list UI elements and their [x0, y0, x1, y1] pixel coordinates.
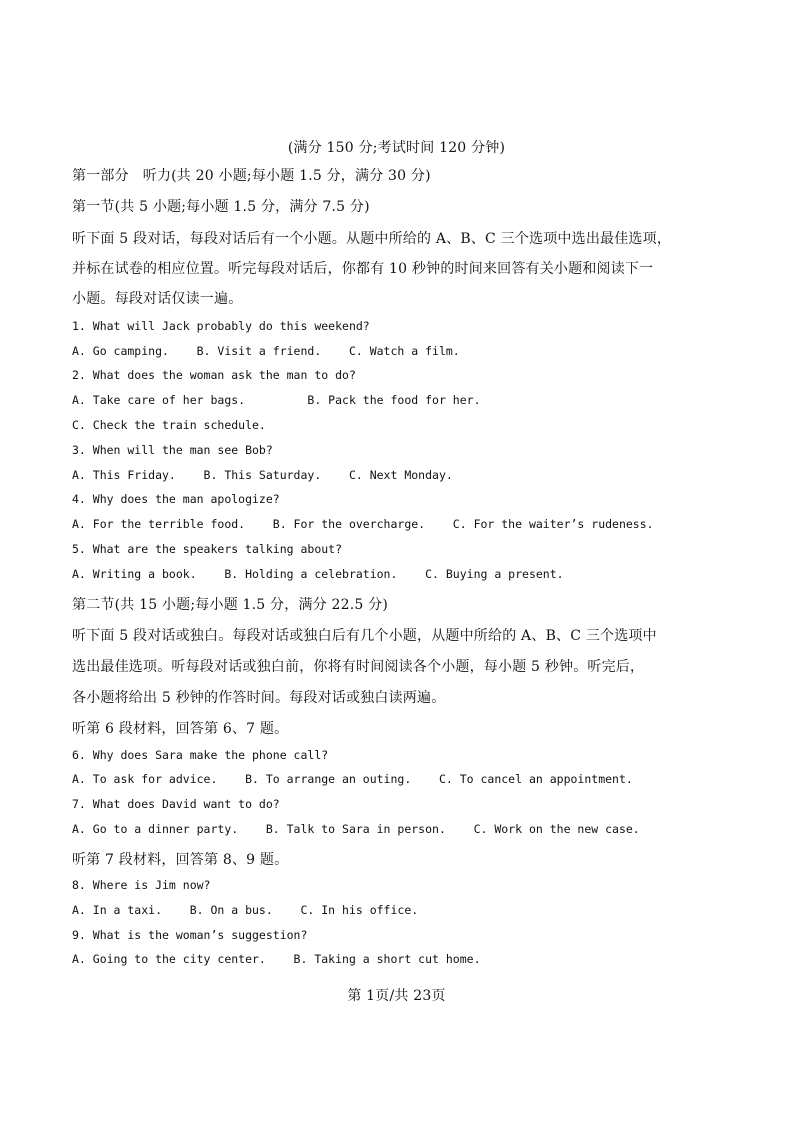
question-line: 3. When will the man see Bob?	[72, 443, 273, 457]
section2-instruction: 听下面 5 段对话或独白。每段对话或独白后有几个小题，从题中所给的 A、B、C 三个选项中	[72, 628, 657, 644]
options-line: A. Take care of her bags. B. Pack the food for her.	[72, 393, 481, 407]
options-line: A. Go to a dinner party. B. Talk to Sara in person. C. Work on the new case.	[72, 822, 640, 836]
section2-heading: 第二节(共 15 小题;每小题 1.5 分，满分 22.5 分)	[72, 597, 388, 613]
question-line: 1. What will Jack probably do this weekend?	[72, 319, 370, 333]
options-line: A. Writing a book. B. Holding a celebration. C. Buying a present.	[72, 567, 564, 581]
section1-instruction: 并标在试卷的相应位置。听完每段对话后，你都有 10 秒钟的时间来回答有关小题和阅读下一	[72, 261, 654, 277]
question-line: 7. What does David want to do?	[72, 797, 280, 811]
page-number-footer: 第 1页/共 23页	[347, 988, 446, 1004]
question-line: 6. Why does Sara make the phone call?	[72, 748, 329, 762]
options-line: A. To ask for advice. B. To arrange an outing. C. To cancel an appointment.	[72, 772, 633, 786]
section1-instruction: 听下面 5 段对话，每段对话后有一个小题。从题中所给的 A、B、C 三个选项中选出最佳选项，	[72, 231, 672, 247]
section2-instruction: 各小题将给出 5 秒钟的作答时间。每段对话或独白读两遍。	[72, 690, 446, 706]
section1-instruction: 小题。每段对话仅读一遍。	[72, 291, 243, 307]
options-line: A. Going to the city center. B. Taking a short cut home.	[72, 952, 481, 966]
question-line: 2. What does the woman ask the man to do?	[72, 368, 356, 382]
material-heading: 听第 6 段材料，回答第 6、7 题。	[72, 721, 289, 737]
options-line: A. Go camping. B. Visit a friend. C. Watch a film.	[72, 344, 460, 358]
options-line: C. Check the train schedule.	[72, 418, 266, 432]
options-line: A. In a taxi. B. On a bus. C. In his office.	[72, 903, 419, 917]
part1-heading: 第一部分 听力(共 20 小题;每小题 1.5 分，满分 30 分)	[72, 168, 431, 184]
question-line: 5. What are the speakers talking about?	[72, 542, 343, 556]
options-line: A. For the terrible food. B. For the overcharge. C. For the waiter’s rudeness.	[72, 517, 654, 531]
question-line: 9. What is the woman’s suggestion?	[72, 928, 308, 942]
exam-score-time-title: (满分 150 分;考试时间 120 分钟)	[287, 140, 506, 156]
section2-instruction: 选出最佳选项。听每段对话或独白前，你将有时间阅读各个小题，每小题 5 秒钟。听完后，	[72, 659, 645, 675]
question-line: 4. Why does the man apologize?	[72, 492, 280, 506]
section1-heading: 第一节(共 5 小题;每小题 1.5 分，满分 7.5 分)	[72, 199, 370, 215]
material-heading: 听第 7 段材料，回答第 8、9 题。	[72, 852, 289, 868]
options-line: A. This Friday. B. This Saturday. C. Next Monday.	[72, 468, 453, 482]
question-line: 8. Where is Jim now?	[72, 878, 211, 892]
